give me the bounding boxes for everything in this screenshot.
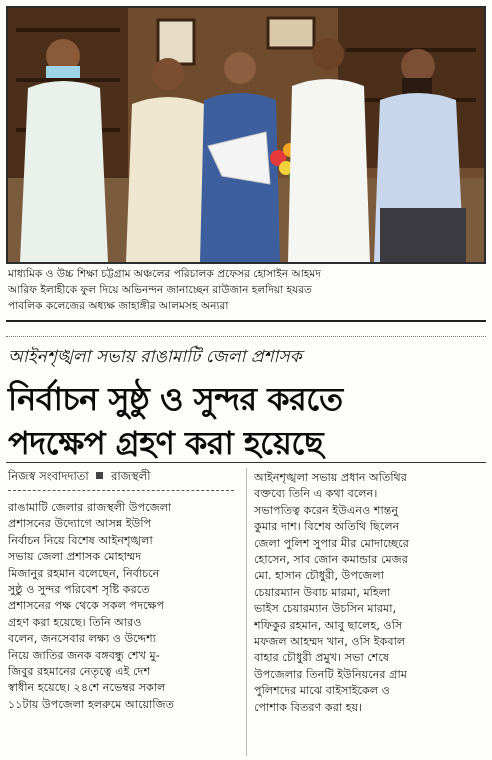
body-line: গ্রহণ করা হয়েছে। তিনি আরও <box>8 615 142 629</box>
body-line: বলেন, জনসেবার লক্ষ্য ও উদ্দেশ্য <box>8 632 156 646</box>
body-line: বক্তব্যে তিনি এ কথা বলেন। <box>254 487 378 501</box>
body-line: মফজল আহম্মদ খান, ওসি ইকবাল <box>254 635 406 649</box>
body-line: পুলিশদের মাঝে বাইসাইকেল ও <box>254 684 391 698</box>
headline-divider <box>6 462 486 463</box>
photo-caption <box>8 266 486 314</box>
body-line: ১১টায় উপজেলা হলরুমে আয়োজিত <box>8 697 174 711</box>
caption-line: মাধ্যমিক ও উচ্চ শিক্ষা চট্টগ্রাম অঞ্চলের পরিচালক প্রফেসর হোসাইন আহমদ <box>8 268 321 280</box>
body-line: বাহার চৌধুরী প্রমুখ। সভা শেষে <box>254 651 390 665</box>
body-line: প্রশাসনের পক্ষ থেকে সকল পদক্ষেপ <box>8 599 165 613</box>
article-column-right <box>254 470 486 716</box>
body-line: স্বাধীন হয়েছে। ২৪শে নভেম্বর সকাল <box>8 681 166 695</box>
body-line: হোসেন, সাব জোন কমান্ডার মেজর <box>254 553 408 567</box>
body-line: আইনশৃঙ্খলা সভায় প্রধান অতিথির <box>254 471 407 484</box>
body-line: প্রশাসনের উদ্যোগে আসন্ন ইউপি <box>8 517 152 531</box>
body-line: জেলা পুলিশ সুপার মীর মোদাচ্ছেরে <box>254 536 409 550</box>
body-line: নিয়ে জাতির জনক বঙ্গবন্ধু শেখ মু- <box>8 648 160 662</box>
body-line: সুষ্ঠু ও সুন্দর পরিবেশ সৃষ্টি করতে <box>8 583 150 597</box>
headline-line-1: নির্বাচন সুষ্ঠু ও সুন্দর করতে <box>8 380 343 418</box>
square-bullet-icon <box>96 472 103 479</box>
byline-divider <box>8 490 234 491</box>
body-line: সভায় জেলা প্রশাসক মোহাম্মদ <box>8 550 142 564</box>
caption-line: পাবলিক কলেজের অধ্যক্ষ জাহাঙ্গীর আলমসহ অন্যরা <box>8 300 229 312</box>
body-line: কুমার দাশ। বিশেষ অতিথি ছিলেন <box>254 520 400 534</box>
byline <box>8 468 151 487</box>
body-line: ভাইস চেয়ারম্যান উচসিন মারমা, <box>254 602 397 616</box>
body-line: শফিকুর রহমান, আবু ছালেহ, ওসি <box>254 618 403 632</box>
byline-reporter: নিজস্ব সংবাদদাতা <box>8 469 89 483</box>
body-line: রাঙামাটি জেলার রাজস্থলী উপজেলা <box>8 501 172 514</box>
article-column-left <box>8 500 238 713</box>
dotted-divider <box>6 336 486 337</box>
body-line: নির্বাচন নিয়ে বিশেষ আইনশৃঙ্খলা <box>8 533 153 547</box>
group-photo <box>6 6 486 264</box>
photo-illustration <box>8 8 484 262</box>
body-line: মো. হাসান চৌধুরী, উপজেলা <box>254 569 385 583</box>
body-line: উপজেলার তিনটি ইউনিয়নের গ্রাম <box>254 667 407 681</box>
body-line: সভাপতিত্ব করেন ইউএনও শান্তনু <box>254 503 399 517</box>
body-line: মিজানুর রহমান বলেছেন, নির্বাচনে <box>8 566 160 580</box>
body-line: পোশাক বিতরণ করা হয়। <box>254 700 363 714</box>
byline-place: রাজস্থলী <box>111 469 151 483</box>
headline-line-2: পদক্ষেপ গ্রহণ করা হয়েছে <box>8 424 324 462</box>
body-line: চেয়ারম্যান উবাচ মারমা, মহিলা <box>254 585 391 599</box>
caption-line: আরিফ ইলাহীকে ফুল দিয়ে অভিনন্দন জানাচ্ছেন রাউজান হলদিয়া হযরত <box>8 284 313 296</box>
section-divider <box>6 320 486 322</box>
column-separator <box>246 468 247 756</box>
article-kicker: আইনশৃঙ্খলা সভায় রাঙামাটি জেলা প্রশাসক <box>8 347 302 367</box>
body-line: জিবুর রহমানের নেতৃত্বে এই দেশ <box>8 665 151 679</box>
